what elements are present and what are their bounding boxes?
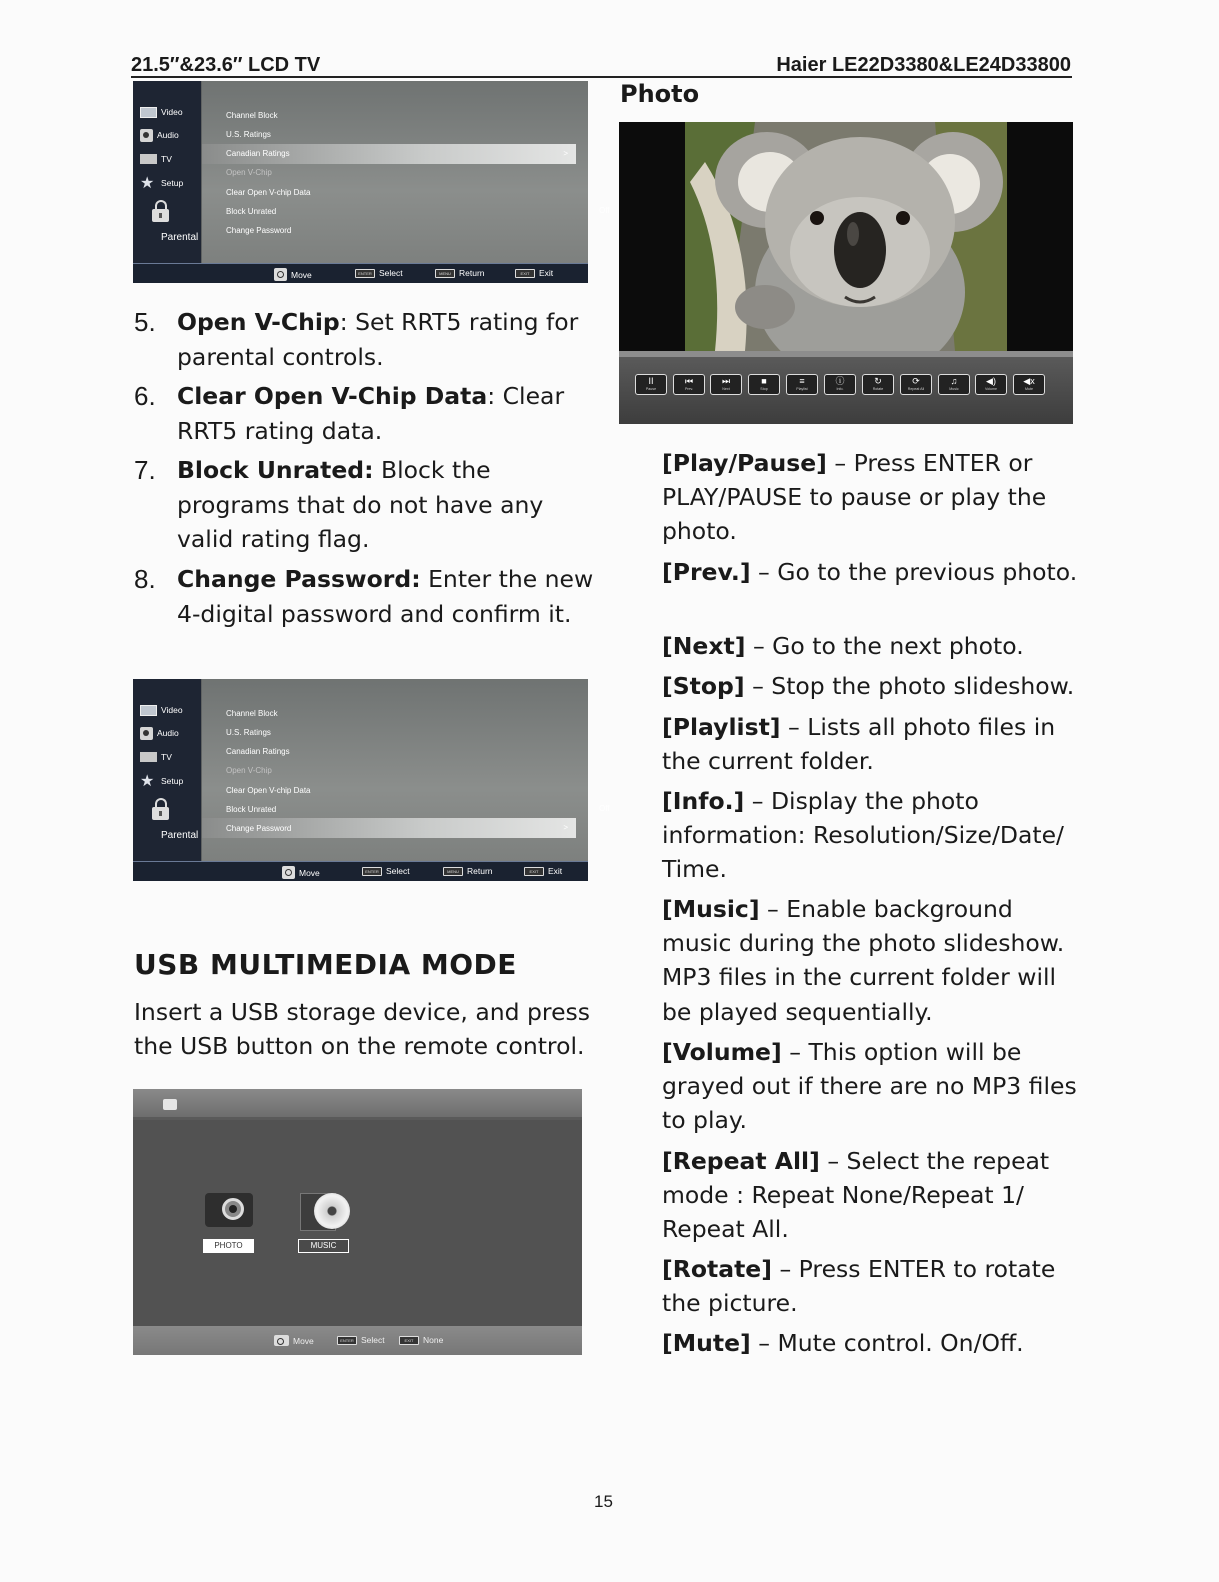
- desc-mute: [Mute] – Mute control. On/Off.: [662, 1329, 1024, 1357]
- desc-repeat-all: [Repeat All] – Select the repeat mode : Repeat None/Repeat 1/ Repeat All.: [662, 1147, 1050, 1244]
- music-button[interactable]: ♫ Music: [938, 374, 970, 395]
- menu-row-block-unrated[interactable]: Block Unrated: [226, 805, 277, 814]
- sidebar-item-video[interactable]: Video: [140, 701, 183, 719]
- menu-row-open-vchip[interactable]: Open V-Chip: [226, 168, 272, 177]
- usb-music-button[interactable]: MUSIC: [298, 1239, 349, 1253]
- desc-rotate: [Rotate] – Press ENTER to rotate the picture.: [662, 1255, 1056, 1318]
- mute-icon: ◀x: [1023, 376, 1035, 386]
- menu-footer: Move ENTER Select MENU Return EXIT Exit: [133, 263, 588, 283]
- list-item: Block Unrated: Block the programs that do not have any valid rating flag.: [177, 456, 544, 553]
- block-unrated-value: Off: [599, 206, 610, 215]
- video-icon: [140, 107, 157, 118]
- usb-drive-icon: [163, 1099, 177, 1110]
- move-key-icon: [274, 268, 287, 281]
- prev-button[interactable]: ⏮ Prev.: [673, 374, 705, 395]
- enter-key-icon: ENTER: [337, 1336, 357, 1345]
- sidebar-item-audio[interactable]: Audio: [140, 126, 179, 144]
- usb-menu-screenshot: [133, 1089, 582, 1355]
- prev-icon: ⏮: [684, 376, 694, 386]
- tv-icon: [140, 752, 157, 762]
- menu-options: [202, 679, 610, 862]
- enter-key-icon: ENTER: [355, 269, 375, 278]
- menu-row-channel-block[interactable]: Channel Block: [226, 111, 278, 120]
- list-number: 7.: [134, 455, 156, 485]
- menu-row-canadian-ratings[interactable]: Canadian Ratings: [226, 747, 290, 756]
- sidebar-item-parental[interactable]: Parental: [161, 830, 199, 841]
- enter-key-icon: ENTER: [362, 867, 382, 876]
- usb-photo-button[interactable]: PHOTO: [203, 1239, 254, 1253]
- menu-row-change-password[interactable]: Change Password: [226, 226, 292, 235]
- menu-options: [202, 81, 610, 264]
- left-right-key-icon: [274, 1335, 289, 1346]
- usb-body: [133, 1120, 582, 1326]
- usb-footer: Move ENTER Select EXIT None: [133, 1326, 582, 1355]
- chevron-right-icon: >: [563, 823, 568, 832]
- star-icon: ★: [140, 772, 155, 790]
- menu-row-us-ratings[interactable]: U.S. Ratings: [226, 130, 271, 139]
- exit-key-icon: EXIT: [515, 269, 535, 278]
- block-unrated-value: Off: [599, 804, 610, 813]
- info-icon: ⓘ: [835, 376, 845, 386]
- pause-button[interactable]: II Pause: [635, 374, 667, 395]
- list-number: 6.: [134, 381, 156, 411]
- menu-row-us-ratings[interactable]: U.S. Ratings: [226, 728, 271, 737]
- sidebar-item-tv[interactable]: TV: [140, 748, 172, 766]
- menu-row-channel-block[interactable]: Channel Block: [226, 709, 278, 718]
- next-icon: ⏭: [721, 376, 731, 386]
- playlist-button[interactable]: ≡ Playlist: [786, 374, 818, 395]
- menu-row-open-vchip[interactable]: Open V-Chip: [226, 766, 272, 775]
- sidebar-item-tv[interactable]: TV: [140, 150, 172, 168]
- volume-icon: ◀): [986, 376, 996, 386]
- list-number: 5.: [134, 307, 156, 337]
- menu-key-icon: MENU: [443, 867, 463, 876]
- menu-key-icon: MENU: [435, 269, 455, 278]
- playlist-icon: ≡: [799, 376, 805, 386]
- tv-icon: [140, 154, 157, 164]
- usb-topbar: [133, 1089, 582, 1117]
- stop-button[interactable]: ■ Stop: [748, 374, 780, 395]
- menu-row-change-password[interactable]: Change Password: [226, 824, 292, 833]
- photo-control-bar: [619, 357, 1073, 424]
- music-disc-icon[interactable]: [300, 1191, 352, 1231]
- desc-play-pause: [Play/Pause] – Press ENTER or PLAY/PAUSE to pause or play the photo.: [662, 449, 1047, 546]
- desc-prev: [Prev.] – Go to the previous photo.: [662, 558, 1078, 586]
- menu-row-canadian-ratings[interactable]: Canadian Ratings: [226, 149, 290, 158]
- desc-stop: [Stop] – Stop the photo slideshow.: [662, 672, 1075, 700]
- pause-icon: II: [648, 376, 654, 386]
- photo-player-screenshot: [619, 122, 1073, 424]
- page-number: 15: [594, 1492, 613, 1511]
- sidebar-item-setup[interactable]: ★ Setup: [140, 174, 184, 192]
- header-left: 21.5″&23.6″ LCD TV: [131, 54, 321, 76]
- list-item: Clear Open V-Chip Data: Clear RRT5 rating data.: [177, 382, 565, 445]
- menu-row-clear-vchip[interactable]: Clear Open V-chip Data: [226, 786, 311, 795]
- sidebar-item-setup[interactable]: ★ Setup: [140, 772, 184, 790]
- exit-key-icon: EXIT: [399, 1336, 419, 1345]
- next-button[interactable]: ⏭ Next: [710, 374, 742, 395]
- info-button[interactable]: ⓘ Info.: [824, 374, 856, 395]
- exit-key-icon: EXIT: [524, 867, 544, 876]
- chevron-right-icon: >: [563, 149, 568, 158]
- rotate-button[interactable]: ↻ Rotate: [862, 374, 894, 395]
- menu-sidebar: [133, 679, 201, 862]
- desc-next: [Next] – Go to the next photo.: [662, 632, 1024, 660]
- volume-button[interactable]: ◀) Volume: [975, 374, 1007, 395]
- menu-row-block-unrated[interactable]: Block Unrated: [226, 207, 277, 216]
- menu-row-clear-vchip[interactable]: Clear Open V-chip Data: [226, 188, 311, 197]
- list-item: Open V-Chip: Set RRT5 rating for parental controls.: [177, 308, 579, 371]
- star-icon: ★: [140, 174, 155, 192]
- lock-icon: [152, 798, 169, 818]
- header-right: Haier LE22D3380&LE24D33800: [776, 54, 1071, 76]
- koala-photo: [685, 122, 1007, 351]
- repeat-icon: ⟳: [912, 376, 920, 386]
- sidebar-item-video[interactable]: Video: [140, 103, 183, 121]
- usb-section-text: Insert a USB storage device, and press the USB button on the remote control.: [134, 998, 591, 1060]
- lock-icon: [152, 200, 169, 220]
- sidebar-item-audio[interactable]: Audio: [140, 724, 179, 742]
- camera-icon[interactable]: [205, 1193, 253, 1227]
- desc-info: [Info.] – Display the photo information: Resolution/Size/Date/ Time.: [662, 787, 1064, 884]
- photo-heading: Photo: [620, 80, 700, 108]
- desc-volume: [Volume] – This option will be grayed out if there are no MP3 files to play.: [662, 1038, 1077, 1135]
- usb-section-title: USB MULTIMEDIA MODE: [134, 948, 517, 981]
- parental-menu-screenshot-1: [133, 81, 610, 283]
- repeat-all-button[interactable]: ⟳ Repeat All: [900, 374, 932, 395]
- menu-footer: Move ENTER Select MENU Return EXIT Exit: [133, 861, 588, 881]
- desc-music: [Music] – Enable background music during the photo slideshow. MP3 files in the current folder will be played sequentially.: [662, 895, 1065, 1026]
- header-rule: [131, 76, 1072, 78]
- mute-button[interactable]: ◀x Mute: [1013, 374, 1045, 395]
- stop-icon: ■: [761, 376, 767, 386]
- list-number: 8.: [134, 564, 156, 594]
- koala-illustration: [685, 122, 1007, 351]
- audio-icon: [140, 727, 153, 740]
- audio-icon: [140, 129, 153, 142]
- video-icon: [140, 705, 157, 716]
- menu-sidebar: [133, 81, 201, 264]
- list-item: Change Password: Enter the new 4-digital password and confirm it.: [177, 565, 594, 628]
- rotate-icon: ↻: [874, 376, 882, 386]
- desc-playlist: [Playlist] – Lists all photo files in the current folder.: [662, 713, 1056, 776]
- parental-menu-screenshot-2: [133, 679, 610, 881]
- sidebar-item-parental[interactable]: Parental: [161, 232, 199, 243]
- music-icon: ♫: [950, 376, 958, 386]
- move-key-icon: [282, 866, 295, 879]
